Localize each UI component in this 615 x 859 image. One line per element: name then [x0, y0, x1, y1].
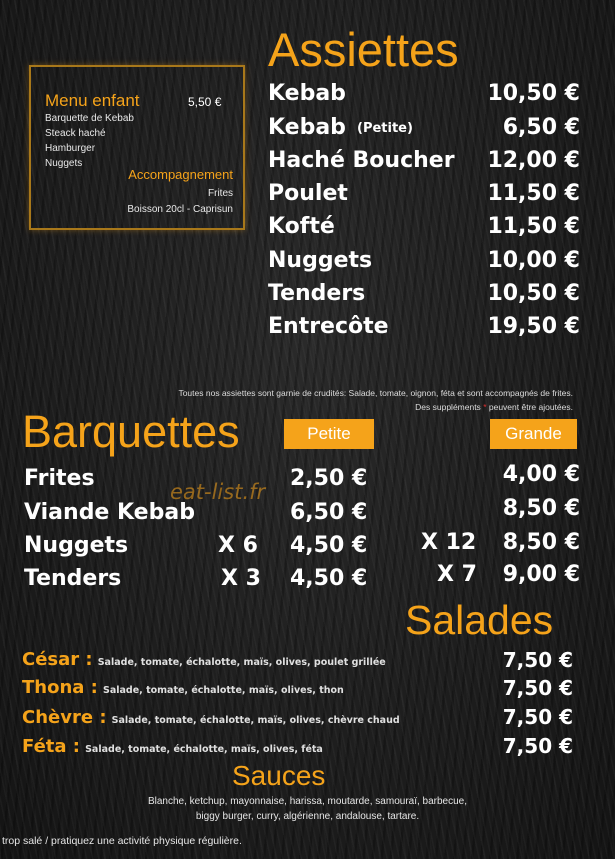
assiette-name: Nuggets — [268, 248, 373, 273]
salade-row — [22, 707, 400, 728]
assiette-name: Kebab — [268, 81, 346, 106]
salade-name: Thona : — [22, 677, 98, 698]
salade-desc: Salade, tomate, échalotte, maïs, olives, féta — [85, 744, 323, 755]
assiette-name: Kebab — [268, 115, 346, 140]
barquette-petite-price: 4,50 € — [290, 533, 368, 558]
assiette-name: Tenders — [268, 281, 366, 306]
assiette-note: (Petite) — [357, 121, 413, 136]
salade-name: Féta : — [22, 736, 80, 757]
supplements-text-end: peuvent être ajoutées. — [488, 402, 573, 412]
salade-desc: Salade, tomate, échalotte, maïs, olives, poulet grillée — [97, 657, 386, 668]
assiette-price: 12,00 € — [487, 148, 580, 173]
kids-menu-item: Nuggets — [45, 158, 83, 169]
barquette-name: Tenders — [24, 566, 122, 591]
assiette-price: 11,50 € — [487, 181, 580, 206]
barquette-grande-price: 8,50 € — [502, 530, 580, 555]
barquette-petite-price: 6,50 € — [290, 500, 368, 525]
salades-title: Salades — [405, 597, 554, 643]
barquette-grande-price: 4,00 € — [502, 462, 580, 487]
supplements-text: Des suppléments — [415, 402, 481, 412]
salade-name: Chèvre : — [22, 707, 107, 728]
kids-menu-sides-title: Accompagnement — [128, 167, 233, 182]
salade-desc: Salade, tomate, échalotte, maïs, olives, thon — [102, 685, 344, 696]
barquette-petite-price: 4,50 € — [290, 566, 368, 591]
salade-price: 7,50 € — [502, 676, 573, 700]
barquette-name: Frites — [24, 466, 95, 491]
barquette-grande-qty: X 12 — [421, 530, 477, 555]
assiette-price: 10,00 € — [487, 248, 580, 273]
assiettes-supplements-note — [415, 402, 573, 412]
salade-desc: Salade, tomate, échalotte, maïs, olives, chèvre chaud — [111, 715, 400, 726]
assiette-price: 10,50 € — [487, 81, 580, 106]
barquette-grande-price: 9,00 € — [502, 562, 580, 587]
assiette-price: 10,50 € — [487, 281, 580, 306]
kids-menu-price: 5,50 € — [188, 95, 222, 109]
salade-price: 7,50 € — [502, 705, 573, 729]
salade-name: César : — [22, 649, 93, 670]
supplements-star: * — [483, 402, 487, 412]
barquette-name: Viande Kebab — [24, 500, 195, 525]
assiette-name: Entrecôte — [268, 314, 389, 339]
assiette-name: Haché Boucher — [268, 148, 455, 173]
salade-price: 7,50 € — [502, 734, 573, 758]
assiette-name: Kofté — [268, 214, 335, 239]
kids-menu-box — [29, 65, 245, 230]
barquette-grande-price: 8,50 € — [502, 496, 580, 521]
assiette-name: Poulet — [268, 181, 348, 206]
salade-row — [22, 677, 344, 698]
sauces-line-2: biggy burger, curry, algérienne, andalouse, tartare. — [195, 811, 420, 822]
footer-notice: trop salé / pratiquez une activité physique régulière. — [2, 835, 242, 847]
kids-menu-side: Frites — [208, 188, 233, 199]
sauces-line-1: Blanche, ketchup, mayonnaise, harissa, moutarde, samouraï, barbecue, — [147, 796, 468, 807]
kids-menu-item: Steack haché — [45, 128, 106, 139]
salade-price: 7,50 € — [502, 648, 573, 672]
barquette-grande-qty: X 7 — [437, 562, 477, 587]
assiette-price: 19,50 € — [487, 314, 580, 339]
grande-label: Grande — [490, 419, 577, 449]
barquette-name: Nuggets — [24, 533, 129, 558]
assiettes-note: Toutes nos assiettes sont garnie de crudités: Salade, tomate, oignon, féta et sont accompagnés de frites. — [178, 388, 573, 398]
kids-menu-title: Menu enfant — [45, 91, 140, 110]
assiettes-title: Assiettes — [268, 23, 459, 76]
petite-label: Petite — [284, 419, 374, 449]
barquette-petite-qty: X 6 — [218, 533, 258, 558]
salade-row — [22, 649, 386, 670]
barquette-petite-qty: X 3 — [221, 566, 261, 591]
kids-menu-item: Hamburger — [45, 143, 96, 154]
watermark: eat-list.fr — [170, 480, 266, 504]
assiette-price: 6,50 € — [502, 115, 580, 140]
barquettes-title: Barquettes — [22, 406, 240, 457]
barquette-petite-price: 2,50 € — [290, 466, 368, 491]
salade-row — [22, 736, 323, 757]
kids-menu-item: Barquette de Kebab — [45, 113, 134, 124]
assiette-price: 11,50 € — [487, 214, 580, 239]
kids-menu-side: Boisson 20cl - Caprisun — [127, 204, 233, 215]
sauces-title: Sauces — [232, 760, 326, 791]
